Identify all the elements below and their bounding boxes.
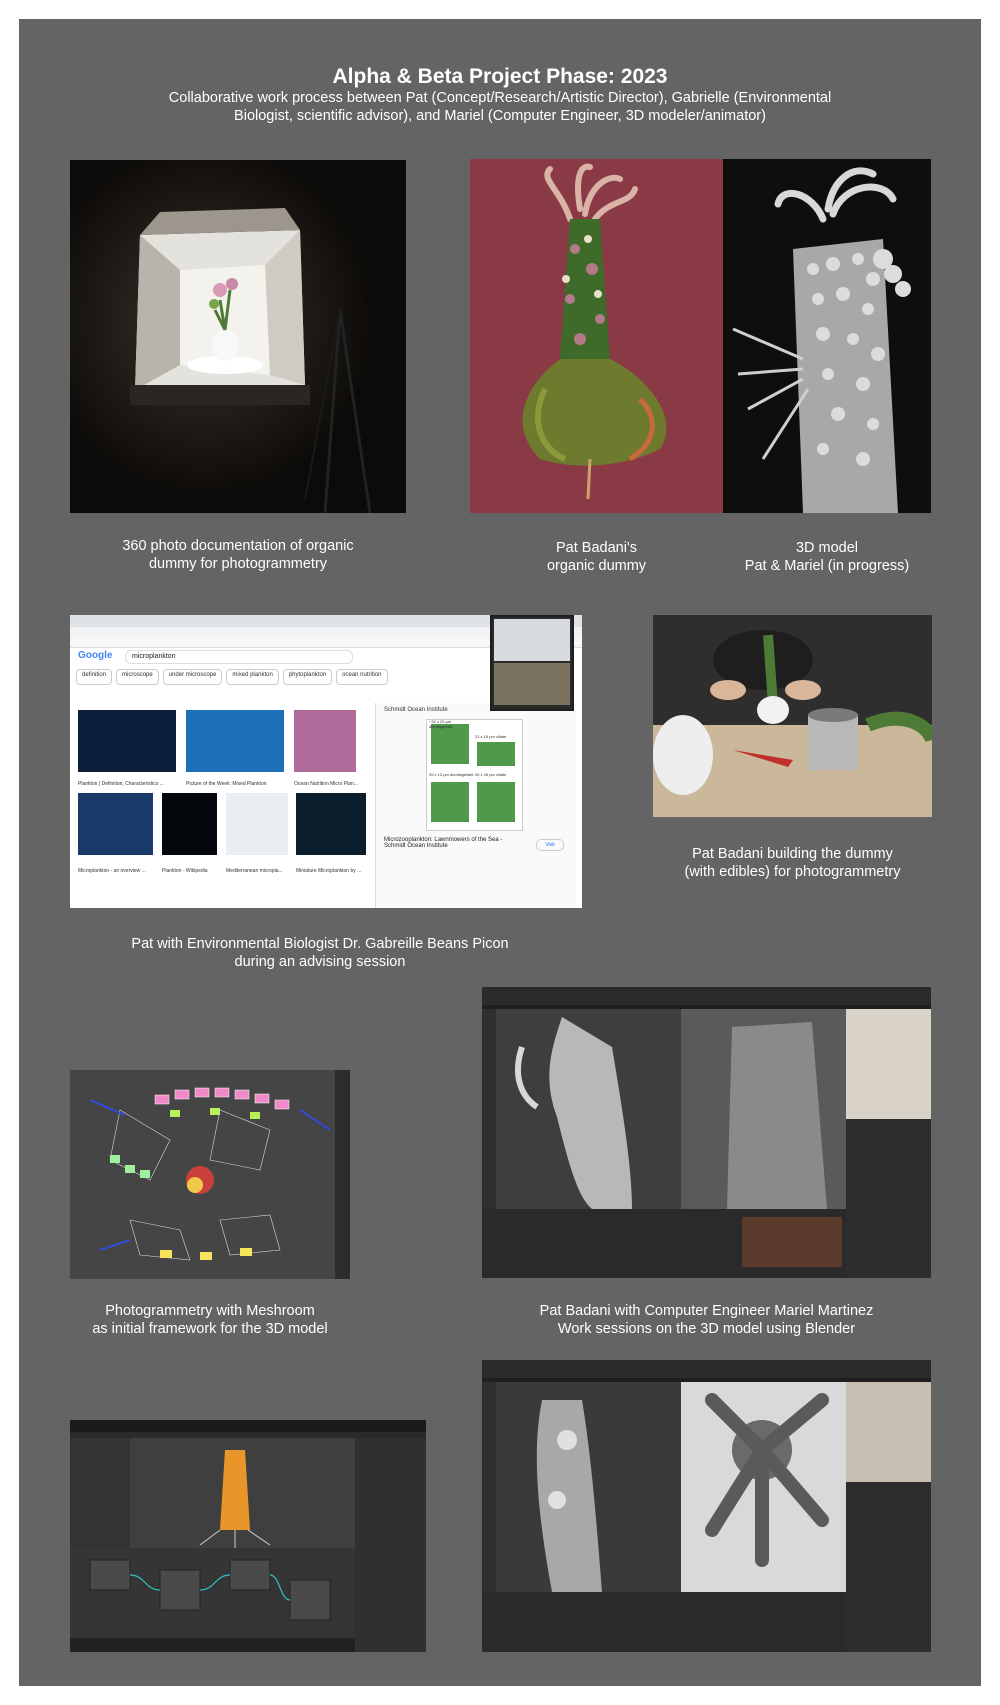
- image-result[interactable]: [296, 793, 366, 855]
- figure-label: 21 x 18 μm ciliate: [475, 734, 507, 739]
- chip[interactable]: phytoplankton: [283, 669, 332, 685]
- participant-video: [494, 619, 570, 661]
- caption-blender: [482, 1302, 931, 1338]
- lightbox-photo: [70, 160, 406, 513]
- image-result[interactable]: [294, 710, 356, 772]
- search-input[interactable]: microplankton: [125, 650, 353, 664]
- figure-label: 26 x 26 μm ciliate: [475, 772, 507, 777]
- result-title[interactable]: Mediterranean microplа...: [226, 868, 283, 874]
- video-call-overlay: [490, 615, 574, 711]
- side-panel: [375, 703, 576, 908]
- caption-line: 360 photo documentation of organic: [122, 538, 354, 554]
- poster-subtitle: Collaborative work process between Pat (Concept/Research/Artistic Director), Gabrielle (Environmental Biologist, scientific advisor), and Mariel (Computer Engineer, 3D modeler/animator): [168, 90, 832, 124]
- result-title[interactable]: Miniature Microplankton by ...: [296, 868, 362, 874]
- caption-advising: [70, 935, 570, 971]
- caption-line: Pat Badani building the dummy: [692, 846, 893, 862]
- caption-line: organic dummy: [546, 558, 647, 574]
- caption-line: Pat & Mariel (in progress): [744, 558, 910, 574]
- panel-figure: [426, 719, 523, 831]
- result-title[interactable]: Microplankton - an overview ...: [78, 868, 146, 874]
- caption-line: Pat Badani's: [556, 540, 637, 556]
- blender-session-screenshot-2: [482, 1360, 931, 1652]
- image-result[interactable]: [226, 793, 288, 855]
- caption-line: (with edibles) for photogrammetry: [684, 864, 901, 880]
- chip[interactable]: mixed plankton: [226, 669, 278, 685]
- blender-session-screenshot-1: [482, 987, 931, 1278]
- result-title[interactable]: Picture of the Week: Mixed Plankton: [186, 781, 267, 787]
- result-title[interactable]: Plankton - Wikipedia: [162, 868, 208, 874]
- organic-dummy-photo: [470, 159, 723, 513]
- search-chips: [76, 669, 496, 685]
- chip[interactable]: definition: [76, 669, 112, 685]
- panel-source: Schmidt Ocean Institute: [384, 707, 448, 713]
- 3d-model-render: [723, 159, 931, 513]
- microbe-image: [431, 782, 469, 822]
- caption-3d-model: [723, 539, 931, 575]
- chip[interactable]: ocean nutrition: [336, 669, 387, 685]
- building-dummy-photo: [653, 615, 932, 817]
- microbe-image: [477, 742, 515, 766]
- advising-session-screenshot: [70, 615, 582, 908]
- image-result[interactable]: [78, 793, 153, 855]
- chip[interactable]: under microscope: [163, 669, 223, 685]
- google-logo: Google: [78, 650, 113, 661]
- result-title[interactable]: Ocean Nutrition Micro Plan...: [294, 781, 358, 787]
- figure-label: ~32 x 29 μm dinoflagellate: [429, 719, 453, 729]
- meshroom-screenshot: [70, 1070, 350, 1279]
- panel-title[interactable]: Microzooplankton: Lawnmowers of the Sea - Schmidt Ocean Institute: [384, 837, 503, 849]
- visit-button[interactable]: Visit: [536, 839, 564, 851]
- caption-line: as initial framework for the 3D model: [92, 1321, 328, 1337]
- caption-meshroom: [70, 1302, 350, 1338]
- microbe-image: [431, 724, 469, 764]
- figure-label: 39 x 13 μm dinoflagellate: [429, 772, 474, 777]
- caption-line: Pat Badani with Computer Engineer Mariel Martinez: [539, 1303, 874, 1319]
- caption-organic-dummy: [470, 539, 723, 575]
- image-result[interactable]: [78, 710, 176, 772]
- caption-line: during an advising session: [234, 954, 406, 970]
- participant-video: [494, 663, 570, 705]
- caption-lightbox: [70, 537, 406, 573]
- image-result[interactable]: [186, 710, 284, 772]
- caption-line: 3D model: [795, 540, 859, 556]
- caption-line: dummy for photogrammetry: [148, 556, 328, 572]
- image-result[interactable]: [162, 793, 217, 855]
- caption-line: Pat with Environmental Biologist Dr. Gabreille Beans Picon: [131, 936, 509, 952]
- result-title[interactable]: Plankton | Definition, Characteristics ...: [78, 781, 164, 787]
- caption-line: Photogrammetry with Meshroom: [105, 1303, 315, 1319]
- chip[interactable]: microscope: [116, 669, 159, 685]
- poster-title: Alpha & Beta Project Phase: 2023: [332, 65, 668, 88]
- caption-line: Work sessions on the 3D model using Blender: [557, 1321, 856, 1337]
- blender-node-editor-screenshot: [70, 1420, 426, 1652]
- microbe-image: [477, 782, 515, 822]
- caption-building: [653, 845, 932, 881]
